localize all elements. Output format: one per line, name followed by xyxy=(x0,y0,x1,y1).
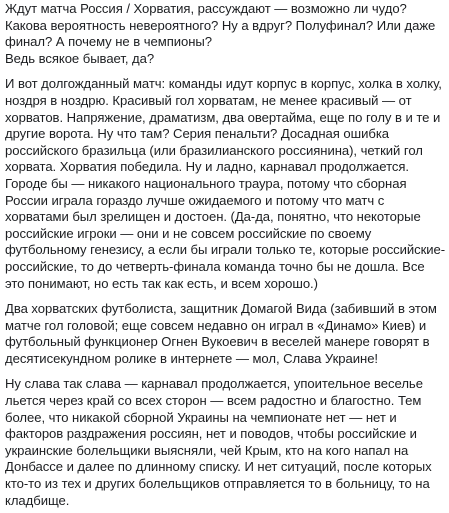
text-line: российского бразильца (или бразилианского россиянина), четкий гол xyxy=(5,142,423,158)
text-line: кто-то из тех и других болельщиков отправляется то в больницу, то на xyxy=(5,476,430,492)
text-line: России играла гораздо лучше ожидаемого и потому что матч с xyxy=(5,192,385,208)
text-line: российские игроки — они и не совсем российские по своему xyxy=(5,225,372,241)
text-line: Ну слава так слава — карнавал продолжается, упоительное веселье xyxy=(5,376,423,392)
text-line: хорватов. Напряжение, драматизм, два овертайма, еще по голу в и те и xyxy=(5,109,441,125)
text-line: украинские болельщики выясняли, чей Крым, кто на кого напал на xyxy=(5,442,409,458)
text-line: И вот долгожданный матч: команды идут корпус в корпус, холка в холку, xyxy=(5,76,442,92)
text-line: ноздря в ноздрю. Красивый гол хорватам, не менее красивый — от xyxy=(5,92,412,108)
paragraph-conclusion xyxy=(5,376,445,509)
text-line: Ведь всякое бывает, да? xyxy=(5,50,155,66)
paragraph-croatian-players xyxy=(5,301,445,367)
text-line: десятисекундном ролике в интернете — мол, Слава Украине! xyxy=(5,350,379,366)
text-line: хорватами был зрелищен и достоен. (Да-да, понятно, что некоторые xyxy=(5,209,421,225)
text-line: Какова вероятность невероятного? Ну а вдруг? Полуфинал? Или даже xyxy=(5,17,436,33)
text-line: матче гол головой; еще совсем недавно он играл в «Динамо» Киев) и xyxy=(5,317,427,333)
paragraph-intro xyxy=(5,1,445,67)
text-line: футбольному генезису, а если бы играли только те, которые российские- xyxy=(5,242,445,258)
text-line: Ждут матча Россия / Хорватия, рассуждают — возможно ли чудо? xyxy=(5,1,407,16)
text-line: Городе бы — никакого национального траура, потому что сборная xyxy=(5,175,407,191)
paragraph-match xyxy=(5,76,445,292)
text-line: кладбище. xyxy=(5,492,70,508)
text-line: льется через край со всех сторон — всем радостно и благостно. Тем xyxy=(5,393,422,409)
text-line: другие ворота. Ну что там? Серия пенальти? Досадная ошибка xyxy=(5,126,390,142)
text-line: Донбассе и далее по длинному списку. И нет ситуаций, после которых xyxy=(5,459,432,475)
text-line: хорвата. Хорватия победила. Ну и ладно, карнавал продолжается. xyxy=(5,159,410,175)
text-line: факторов раздражения россиян, нет и поводов, чтобы российские и xyxy=(5,426,417,442)
text-line: более, что никакой сборной Украины на чемпионате нет — нет и xyxy=(5,409,397,425)
text-line: российские, то до четверть-финала команда точно бы не дошла. Все xyxy=(5,258,425,274)
text-line: Два хорватских футболиста, защитник Домагой Вида (забивший в этом xyxy=(5,301,437,317)
text-line: это понимают, но есть так как есть, и всем хорошо.) xyxy=(5,275,318,291)
text-line: финал? А почему не в чемпионы? xyxy=(5,34,213,50)
text-line: футбольный функционер Огнен Вукоевич в веселей манере говорят в xyxy=(5,334,430,350)
